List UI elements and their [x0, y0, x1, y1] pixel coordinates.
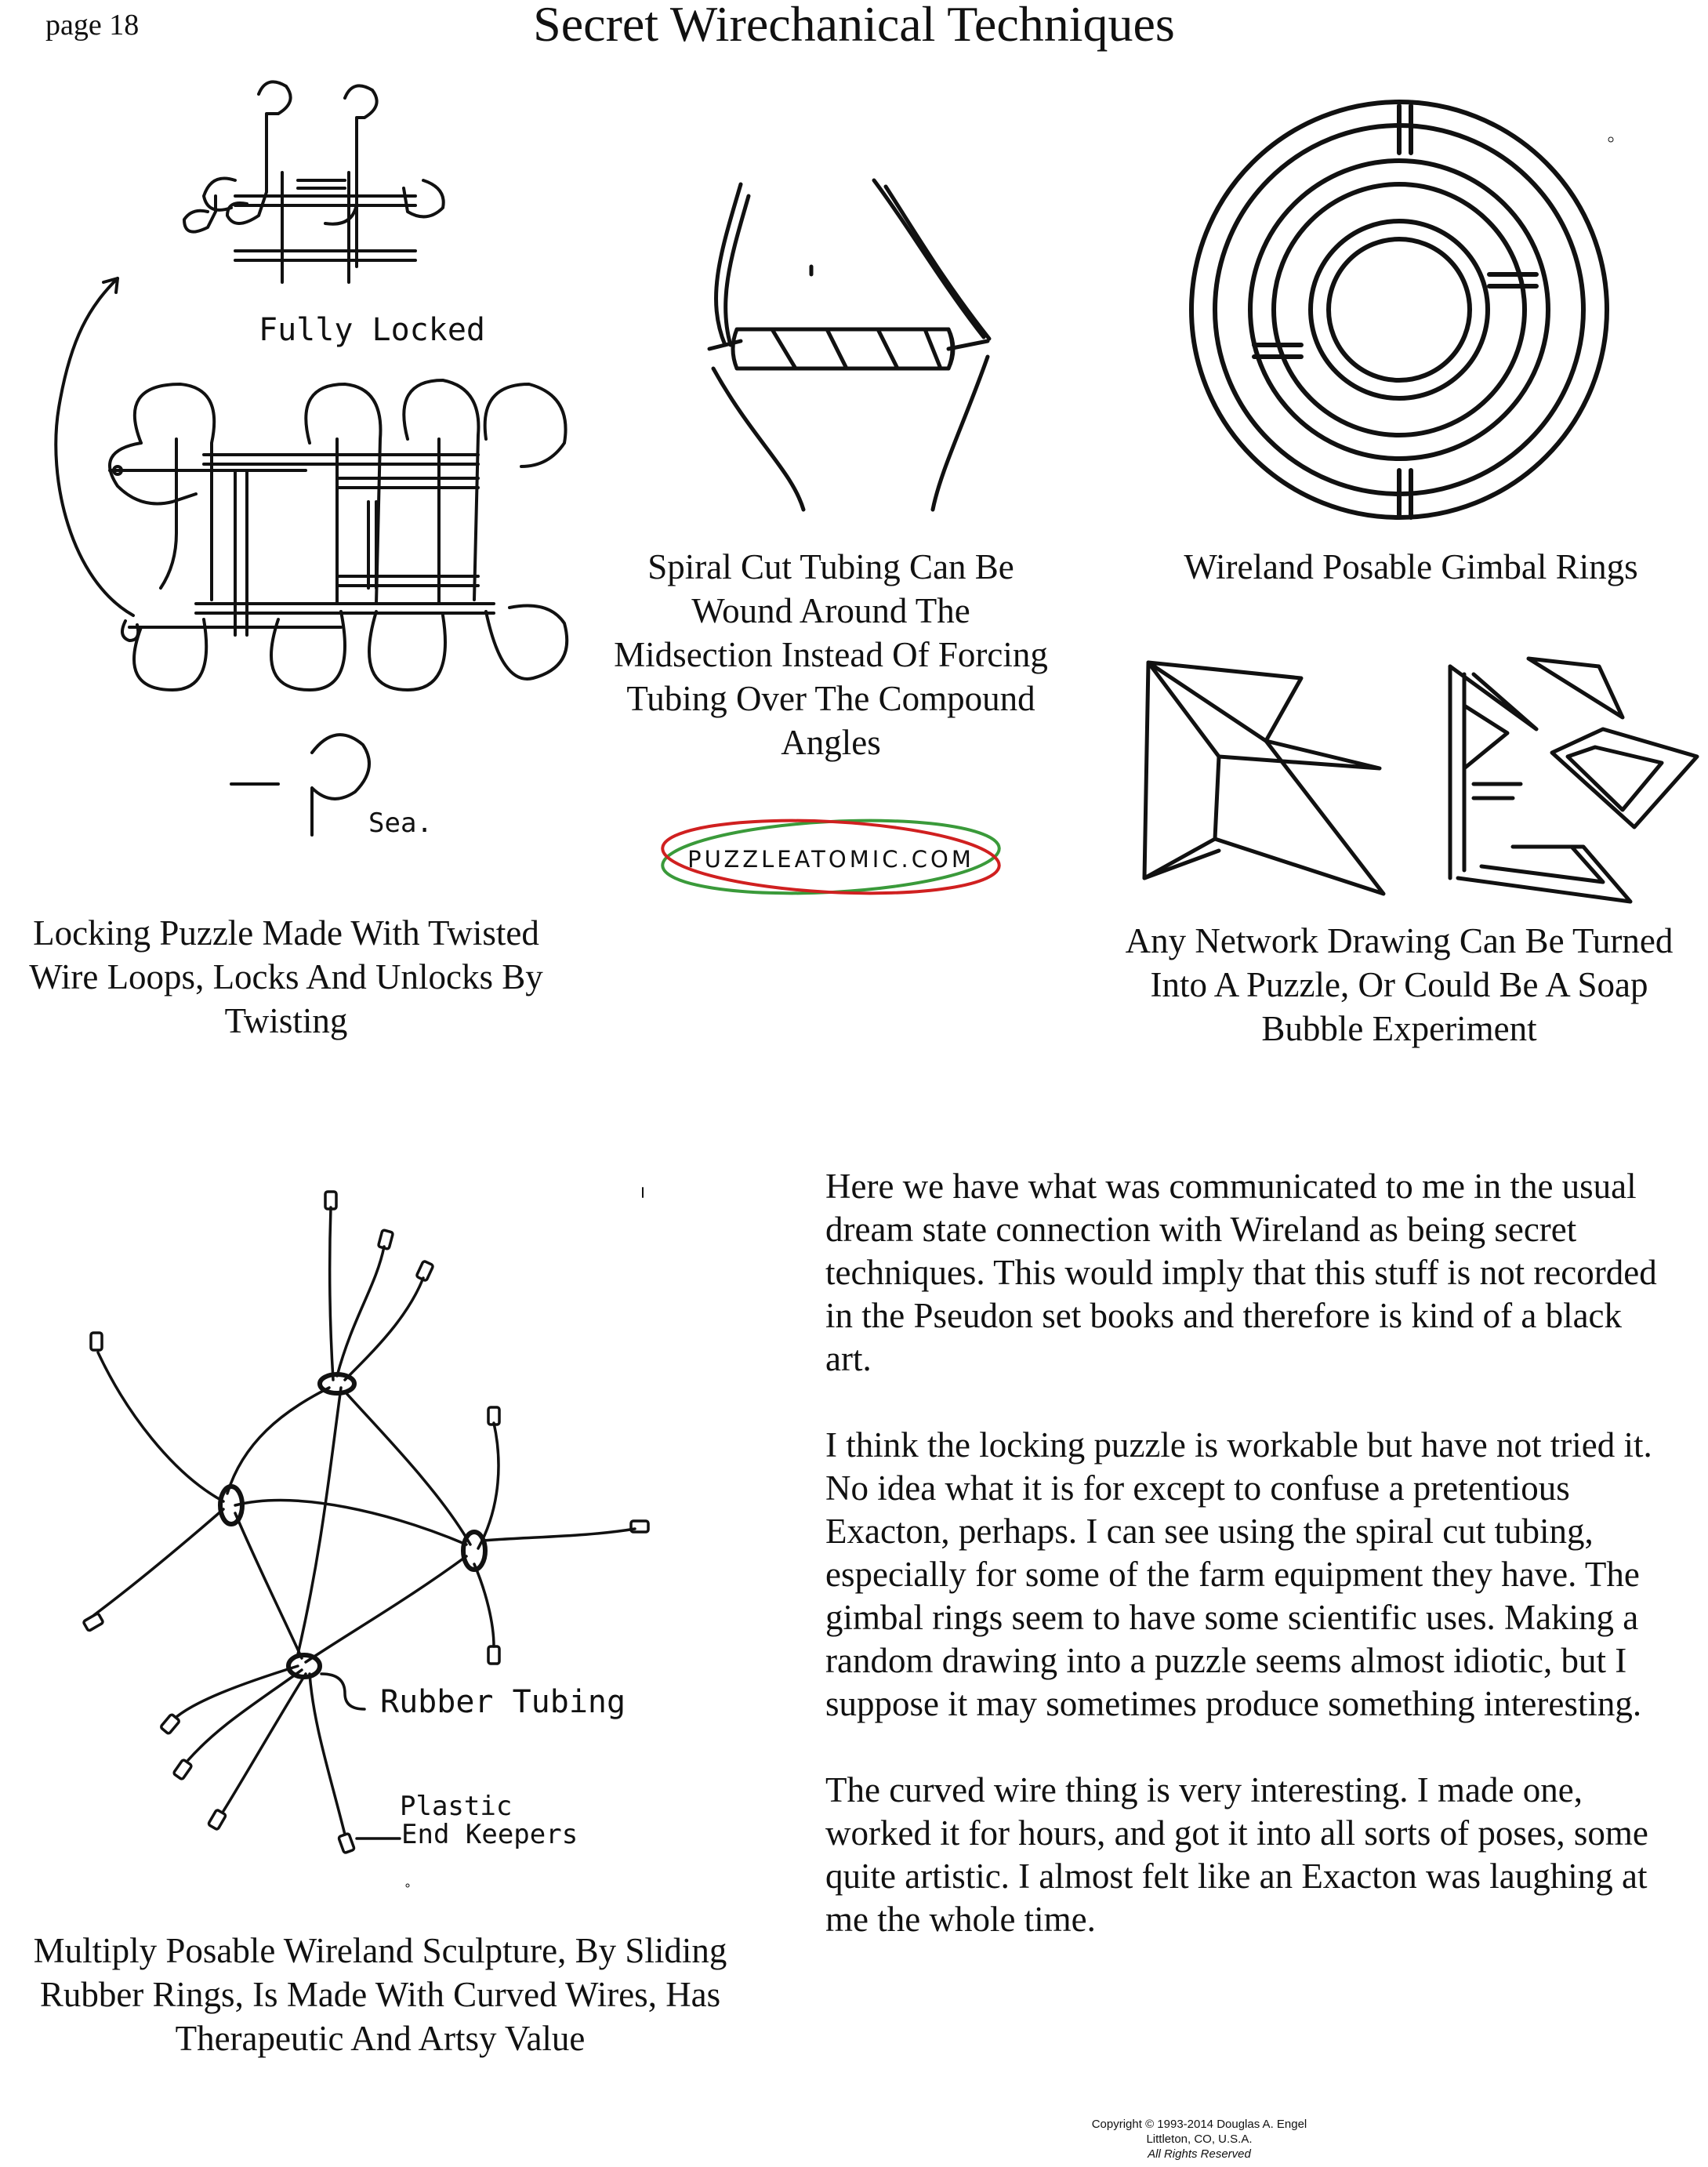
copyright-footer [1082, 2117, 1317, 2162]
paragraph-1: Here we have what was communicated to me in the usual dream state connection with Wireland as being secret techniques. This would imply that this stuff is not recorded in the Pseudon set books and therefore is kind of a black art. [825, 1167, 1657, 1378]
sea-label: Sea. [368, 808, 433, 839]
fully-locked-label: Fully Locked [259, 312, 485, 348]
wire-sculpture-drawing [71, 1184, 682, 1913]
gimbal-rings-drawing [1176, 86, 1630, 541]
sculpture-caption: Multiply Posable Wireland Sculpture, By Sliding Rubber Rings, Is Made With Curved Wires, Has Therapeutic And Artsy Value [33, 1931, 727, 2058]
end-keepers-label: End Keepers [401, 1819, 578, 1850]
plastic-label: Plastic [400, 1791, 513, 1822]
copyright-line: Copyright © 1993-2014 Douglas A. Engel [1091, 2118, 1307, 2131]
rubber-tubing-label: Rubber Tubing [380, 1684, 626, 1720]
locking-puzzle-drawing [47, 78, 596, 878]
network-drawing [1113, 643, 1708, 925]
gimbal-rings-caption: Wireland Posable Gimbal Rings [1184, 547, 1638, 586]
network-caption: Any Network Drawing Can Be Turned Into A Puzzle, Or Could Be A Soap Bubble Experiment [1125, 921, 1674, 1048]
page-title: Secret Wirechanical Techniques [533, 0, 1175, 52]
paragraph-3: The curved wire thing is very interesting. I made one, worked it for hours, and got it into all sorts of poses, some quite artistic. I almost felt like an Exacton was laughing at me the whole time. [825, 1770, 1648, 1939]
spiral-tubing-drawing [690, 157, 1019, 517]
page-number: page 18 [45, 9, 140, 42]
location-line: Littleton, CO, U.S.A. [1146, 2133, 1253, 2146]
logo-text: PUZZLEATOMIC.COM [687, 846, 974, 873]
locking-puzzle-caption: Locking Puzzle Made With Twisted Wire Loops, Locks And Unlocks By Twisting [29, 913, 543, 1040]
body-text [825, 1165, 1672, 1984]
puzzleatomic-logo [658, 811, 1003, 906]
paragraph-2: I think the locking puzzle is workable but have not tried it. No idea what it is for except to confuse a pretentious Exacton, perhaps. I can see using the spiral cut tubing, especially for some of the farm equipment they have. The gimbal rings seem to have some scientific uses. Making a random drawing into a puzzle seems almost idiotic, but I suppose it may sometimes produce something interesting. [825, 1425, 1652, 1723]
rights-line: All Rights Reserved [1148, 2147, 1251, 2161]
spiral-tubing-caption: Spiral Cut Tubing Can Be Wound Around The Midsection Instead Of Forcing Tubing Over The Compound Angles [614, 547, 1048, 762]
